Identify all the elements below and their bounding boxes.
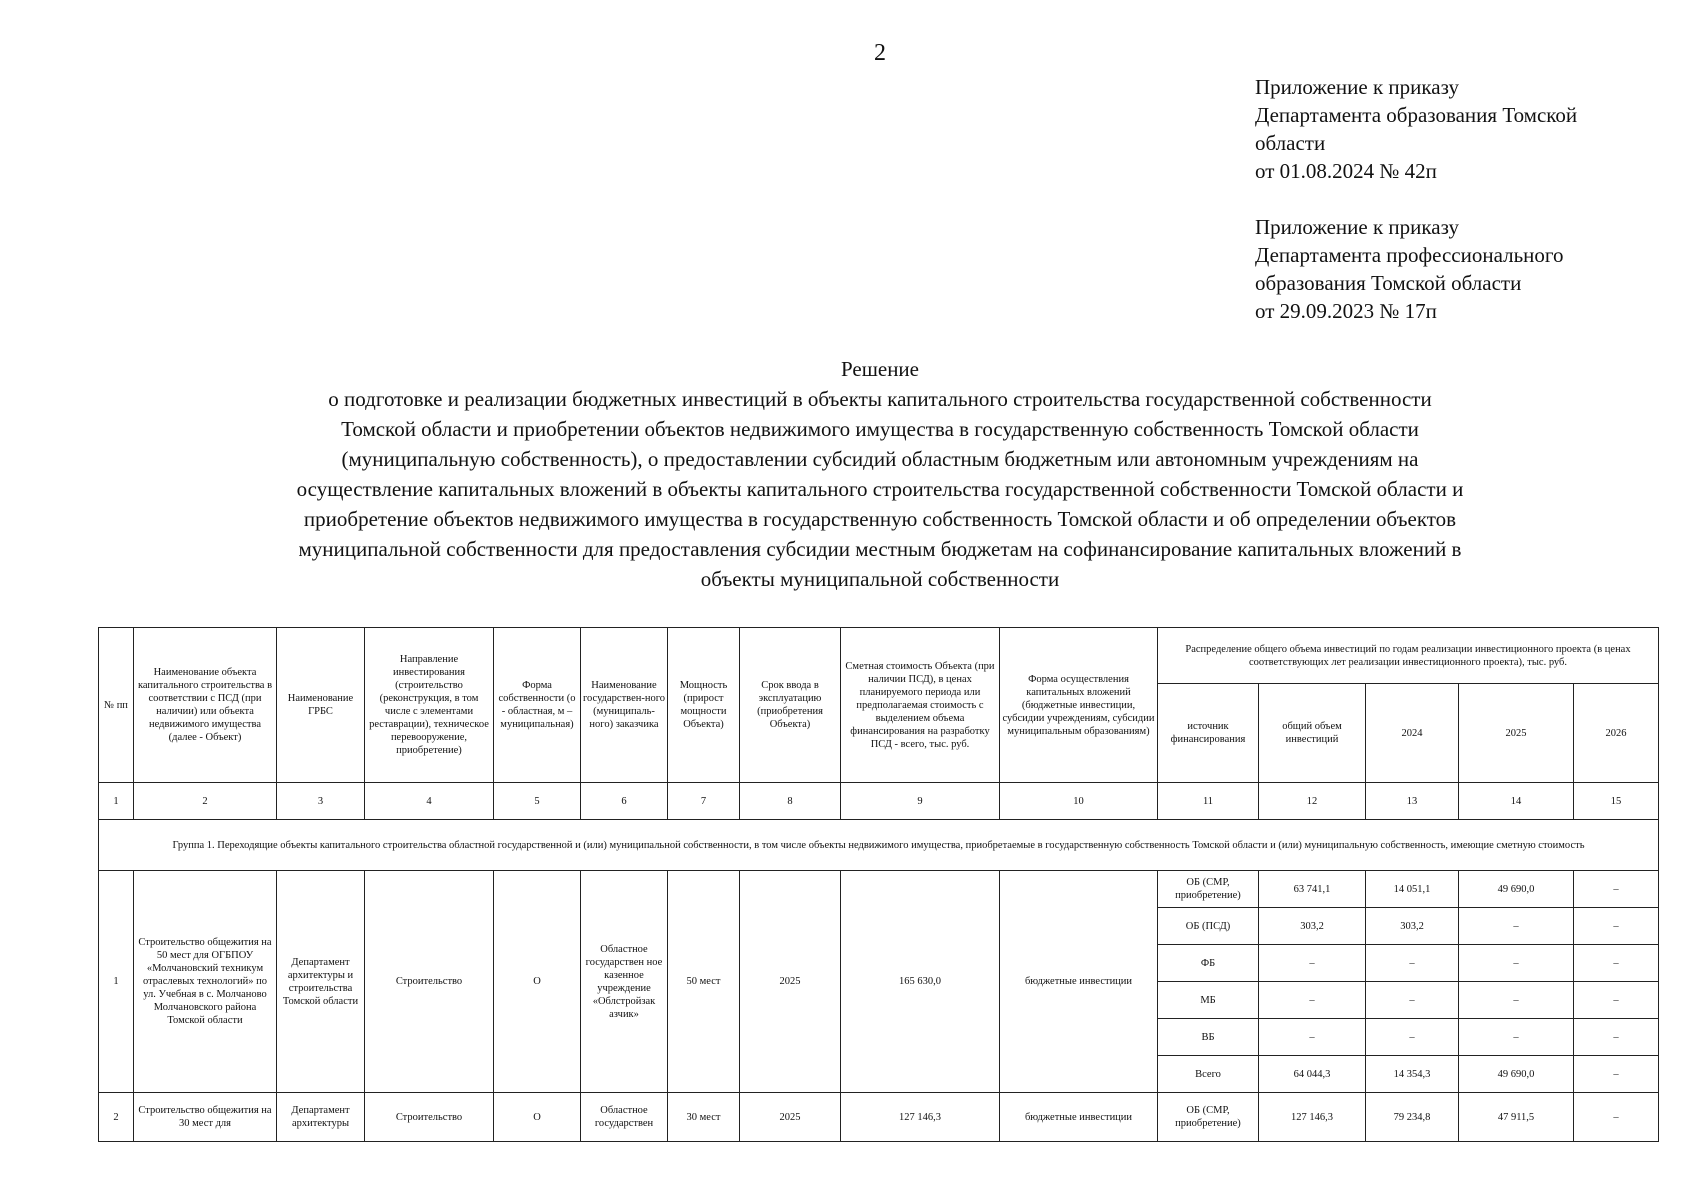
page-number: 2 xyxy=(874,40,886,66)
object-term: 2025 xyxy=(740,871,841,1093)
header-cell: № пп xyxy=(99,628,134,783)
header-group-cell: Распределение общего объема инвестиций по годам реализации инвестиционного проекта (в ценах соответствующих лет реализации инвестиционного проекта), тыс. руб. xyxy=(1158,628,1659,684)
funding-2024: 14 354,3 xyxy=(1366,1056,1459,1093)
appendix-line: Приложение к приказу xyxy=(1255,215,1459,239)
table-header-row xyxy=(99,628,1659,684)
funding-2025: 49 690,0 xyxy=(1459,871,1574,908)
header-cell: Направление инвестирования (строительство (реконструкция, в том числе с элементами реставрации), техническое перевооружение, приобретение) xyxy=(365,628,494,783)
column-number: 7 xyxy=(668,783,740,820)
column-number: 3 xyxy=(277,783,365,820)
funding-source: ОБ (ПСД) xyxy=(1158,908,1259,945)
column-number: 13 xyxy=(1366,783,1459,820)
funding-source: ОБ (СМР, приобретение) xyxy=(1158,871,1259,908)
appendix-line: образования Томской области xyxy=(1255,271,1522,295)
header-cell: Срок ввода в эксплуатацию (приобретения Объекта) xyxy=(740,628,841,783)
document-title: Решение xyxy=(840,357,919,381)
funding-2026: – xyxy=(1574,871,1659,908)
funding-2026: – xyxy=(1574,1093,1659,1142)
subtitle-line: муниципальной собственности для предоставления субсидии местным бюджетам на софинансирование капитальных вложений в xyxy=(298,537,1462,561)
appendix-note-1 xyxy=(1255,73,1577,185)
appendix-line: от 01.08.2024 № 42п xyxy=(1255,159,1437,183)
appendix-note-2 xyxy=(1255,213,1564,325)
subtitle-line: приобретение объектов недвижимого имущества в государственную собственность Томской области и об определении объектов xyxy=(303,507,1457,531)
funding-total: – xyxy=(1259,945,1366,982)
subtitle-line: объекты муниципальной собственности xyxy=(700,567,1060,591)
object-ownership: О xyxy=(494,1093,581,1142)
funding-source: ОБ (СМР, приобретение) xyxy=(1158,1093,1259,1142)
header-cell: Форма осуществления капитальных вложений (бюджетные инвестиции, субсидии учреждениям, субсидии муниципальным образованиям) xyxy=(1000,628,1158,783)
object-capacity: 50 мест xyxy=(668,871,740,1093)
funding-total: – xyxy=(1259,1019,1366,1056)
funding-2024: 79 234,8 xyxy=(1366,1093,1459,1142)
header-cell: общий объем инвестиций xyxy=(1259,684,1366,783)
column-number: 1 xyxy=(99,783,134,820)
funding-source: Всего xyxy=(1158,1056,1259,1093)
object-number: 2 xyxy=(99,1093,134,1142)
header-cell: Наименование государствен-ного (муниципаль-ного) заказчика xyxy=(581,628,668,783)
funding-2024: – xyxy=(1366,1019,1459,1056)
object-name: Строительство общежития на 50 мест для ОГБПОУ «Молчановский техникум отраслевых технологий» по ул. Учебная в с. Молчаново Молчановского района Томской области xyxy=(134,871,277,1093)
column-number: 4 xyxy=(365,783,494,820)
funding-total: 63 741,1 xyxy=(1259,871,1366,908)
column-number: 15 xyxy=(1574,783,1659,820)
funding-source: МБ xyxy=(1158,982,1259,1019)
funding-2026: – xyxy=(1574,945,1659,982)
group-row xyxy=(99,820,1659,871)
column-number: 11 xyxy=(1158,783,1259,820)
header-cell: источник финансирования xyxy=(1158,684,1259,783)
object-form: бюджетные инвестиции xyxy=(1000,871,1158,1093)
funding-2025: 49 690,0 xyxy=(1459,1056,1574,1093)
object-cost: 165 630,0 xyxy=(841,871,1000,1093)
header-cell: 2026 xyxy=(1574,684,1659,783)
column-number: 2 xyxy=(134,783,277,820)
header-cell: Сметная стоимость Объекта (при наличии ПСД), в ценах планируемого периода или предполагаемая стоимость с выделением объема финансирования на разработку ПСД - всего, тыс. руб. xyxy=(841,628,1000,783)
appendix-line: Департамента профессионального xyxy=(1255,243,1564,267)
funding-2025: – xyxy=(1459,908,1574,945)
column-number: 8 xyxy=(740,783,841,820)
funding-2026: – xyxy=(1574,1019,1659,1056)
funding-2026: – xyxy=(1574,1056,1659,1093)
column-numbers-row xyxy=(99,783,1659,820)
column-number: 10 xyxy=(1000,783,1158,820)
object-direction: Строительство xyxy=(365,871,494,1093)
funding-2024: 14 051,1 xyxy=(1366,871,1459,908)
header-cell: Форма собственности (о - областная, м – муниципальная) xyxy=(494,628,581,783)
funding-total: 303,2 xyxy=(1259,908,1366,945)
header-cell: 2024 xyxy=(1366,684,1459,783)
table-row xyxy=(99,871,1659,908)
investment-table xyxy=(98,627,1659,1142)
table-row xyxy=(99,1093,1659,1142)
object-form: бюджетные инвестиции xyxy=(1000,1093,1158,1142)
object-grbs: Департамент архитектуры и строительства Томской области xyxy=(277,871,365,1093)
column-number: 14 xyxy=(1459,783,1574,820)
appendix-line: области xyxy=(1255,131,1326,155)
object-grbs: Департамент архитектуры xyxy=(277,1093,365,1142)
object-customer: Областное государствен xyxy=(581,1093,668,1142)
object-capacity: 30 мест xyxy=(668,1093,740,1142)
group-title: Группа 1. Переходящие объекты капитального строительства областной государственной и (или) муниципальной собственности, в том числе объекты недвижимого имущества, приобретаемые в государственную собственность Томской области и (или) муниципальную собственность, имеющие сметную стоимость xyxy=(99,820,1659,871)
object-direction: Строительство xyxy=(365,1093,494,1142)
header-cell: Наименование объекта капитального строительства в соответствии с ПСД (при наличии) или объекта недвижимого имущества (далее - Объект) xyxy=(134,628,277,783)
funding-2025: – xyxy=(1459,945,1574,982)
object-term: 2025 xyxy=(740,1093,841,1142)
funding-2026: – xyxy=(1574,908,1659,945)
object-ownership: О xyxy=(494,871,581,1093)
funding-total: – xyxy=(1259,982,1366,1019)
column-number: 6 xyxy=(581,783,668,820)
funding-2024: – xyxy=(1366,945,1459,982)
funding-2025: – xyxy=(1459,1019,1574,1056)
funding-2025: 47 911,5 xyxy=(1459,1093,1574,1142)
funding-2024: 303,2 xyxy=(1366,908,1459,945)
subtitle-line: Томской области и приобретении объектов недвижимого имущества в государственную собственность Томской области xyxy=(341,417,1419,441)
object-number: 1 xyxy=(99,871,134,1093)
funding-2026: – xyxy=(1574,982,1659,1019)
funding-source: ВБ xyxy=(1158,1019,1259,1056)
funding-2025: – xyxy=(1459,982,1574,1019)
column-number: 12 xyxy=(1259,783,1366,820)
object-name: Строительство общежития на 30 мест для xyxy=(134,1093,277,1142)
column-number: 5 xyxy=(494,783,581,820)
header-cell: 2025 xyxy=(1459,684,1574,783)
subtitle-line: (муниципальную собственность), о предоставлении субсидий областным бюджетным или автономным учреждениям на xyxy=(341,447,1419,471)
document-subtitle xyxy=(150,384,1610,594)
appendix-line: Департамента образования Томской xyxy=(1255,103,1578,127)
column-number: 9 xyxy=(841,783,1000,820)
funding-total: 64 044,3 xyxy=(1259,1056,1366,1093)
funding-total: 127 146,3 xyxy=(1259,1093,1366,1142)
header-cell: Наименование ГРБС xyxy=(277,628,365,783)
subtitle-line: осуществление капитальных вложений в объекты капитального строительства государственной собственности Томской области и xyxy=(296,477,1464,501)
subtitle-line: о подготовке и реализации бюджетных инвестиций в объекты капитального строительства государственной собственности xyxy=(328,387,1432,411)
object-customer: Областное государствен ное казенное учреждение «Облстройзак азчик» xyxy=(581,871,668,1093)
funding-2024: – xyxy=(1366,982,1459,1019)
funding-source: ФБ xyxy=(1158,945,1259,982)
object-cost: 127 146,3 xyxy=(841,1093,1000,1142)
header-cell: Мощность (прирост мощности Объекта) xyxy=(668,628,740,783)
appendix-line: от 29.09.2023 № 17п xyxy=(1255,299,1437,323)
appendix-line: Приложение к приказу xyxy=(1255,75,1459,99)
